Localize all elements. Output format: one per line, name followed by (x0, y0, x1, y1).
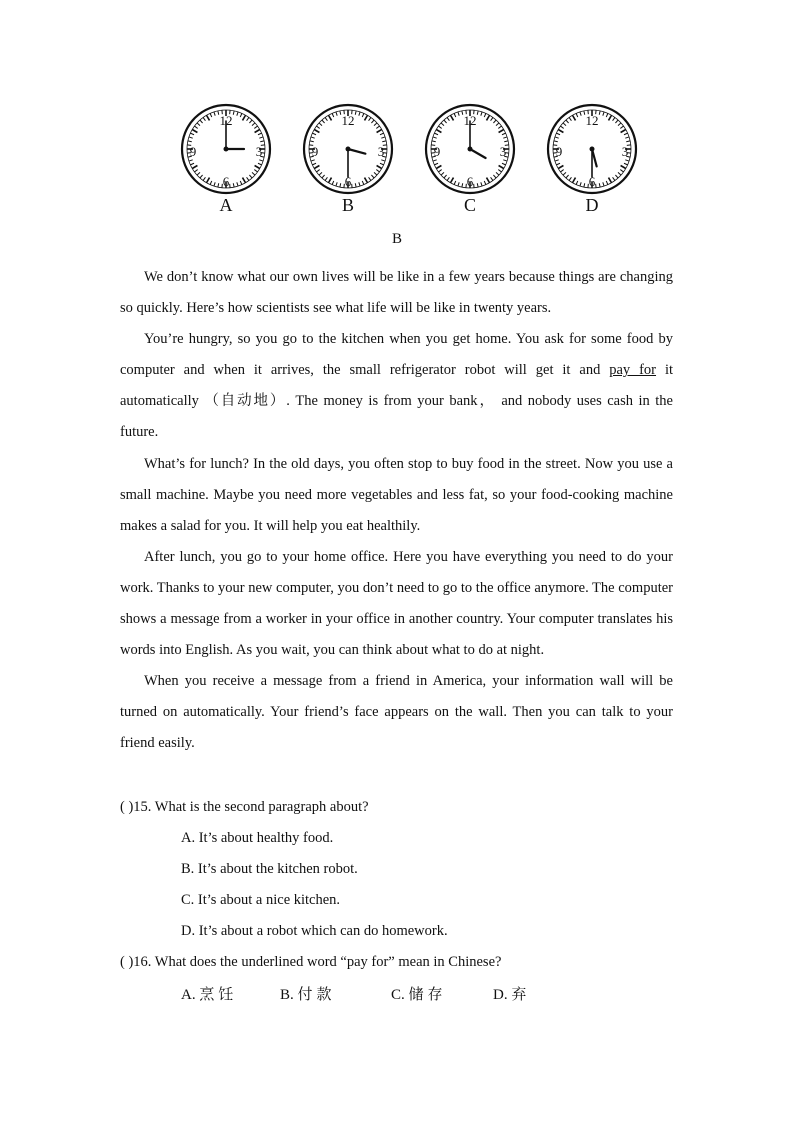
clock-center (590, 147, 595, 152)
paragraph-5: When you receive a message from a friend in America, your information wall will be turned on automatically. Your friend’s face appears on the wall. Then you can talk to your friend easily. (120, 673, 673, 752)
question-16-option-d (493, 979, 530, 1011)
clock-label: A (219, 195, 233, 215)
option-letter: B. (280, 986, 294, 1003)
paragraph-1: We don’t know what our own lives will be like in a few years because things are changing so quickly. Here’s how scientists see what life will be like in twenty years. (120, 269, 673, 317)
clock-number: 9 (433, 144, 441, 159)
paragraph-2-start: You’re hungry, so you go to the kitchen when you get home. You ask for some food by computer and when it arrives, the small refrigerator robot will get it and (120, 331, 673, 379)
clock-d (548, 105, 636, 215)
paragraph-3: What’s for lunch? In the old days, you often stop to buy food in the street. Now you use a small machine. Maybe you need more vegetables and less fat, so your food-cooking machine makes a salad for you. It will help you eat healthily. (120, 455, 673, 534)
question-16-stem: ( )16. What does the underlined word “pay for” mean in Chinese? (120, 954, 502, 971)
clock-number: 6 (588, 174, 596, 189)
clock-label: C (463, 195, 477, 215)
option-text: 弃 (511, 984, 531, 1003)
clock-label: B (341, 195, 355, 215)
question-16-option-b (280, 979, 391, 1011)
clock-center (468, 147, 473, 152)
clock-number: 9 (189, 144, 197, 159)
clock-number: 3 (499, 144, 507, 159)
clock-number: 3 (621, 144, 629, 159)
clock-number: 12 (341, 113, 355, 128)
clock-number: 6 (344, 174, 352, 189)
option-text: 烹饪 (199, 984, 238, 1003)
clock-number: 12 (585, 113, 599, 128)
option-letter: C. (391, 986, 405, 1003)
clock-number: 3 (377, 144, 385, 159)
clock-a (182, 105, 270, 215)
option-letter: D. (493, 986, 508, 1003)
clock-c (426, 105, 514, 215)
clock-number: 3 (255, 144, 263, 159)
clock-b (304, 105, 392, 215)
question-15-option-c: C. It’s about a nice kitchen. (181, 892, 341, 909)
paragraph-2-end: it automatically （自动地）. The money is from your bank， and nobody uses cash in the future. (120, 362, 674, 441)
question-16-option-a (181, 979, 280, 1011)
paragraph-2 (120, 324, 673, 448)
clock-center (346, 147, 351, 152)
clock-illustrations (0, 0, 794, 225)
clock-center (224, 147, 229, 152)
question-16-option-c (391, 979, 493, 1011)
option-letter: A. (181, 986, 196, 1003)
option-text: 储存 (408, 984, 447, 1003)
question-15-option-d: D. It’s about a robot which can do homework. (181, 923, 448, 940)
clock-number: 9 (555, 144, 563, 159)
underlined-phrase: pay for (609, 362, 657, 379)
clock-number: 12 (463, 113, 477, 128)
section-heading: B (391, 231, 402, 247)
clock-number: 12 (219, 113, 233, 128)
question-list (120, 792, 680, 1011)
clock-label: D (585, 195, 599, 215)
question-15-stem: ( )15. What is the second paragraph about? (120, 799, 369, 815)
paragraph-4: After lunch, you go to your home office. Here you have everything you need to do your work. Thanks to your new computer, you don’t need to go to the office anymore. The computer shows a message from a worker in your office in another country. Your computer translates his words into English. As you wait, you can think about what to do at night. (120, 548, 673, 659)
question-15-option-a: A. It’s about healthy food. (181, 830, 334, 847)
clock-number: 6 (466, 174, 474, 189)
question-15-option-b: B. It’s about the kitchen robot. (181, 861, 358, 878)
reading-passage (120, 262, 673, 760)
clock-number: 9 (311, 144, 319, 159)
question-16-options (120, 979, 680, 1011)
clock-number: 6 (222, 174, 230, 189)
option-text: 付款 (297, 984, 336, 1003)
